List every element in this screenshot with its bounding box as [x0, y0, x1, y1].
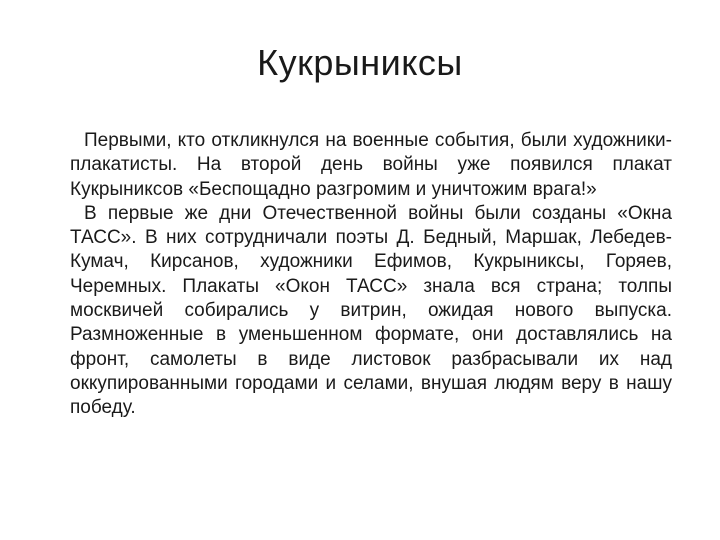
- slide-title: Кукрыниксы: [257, 42, 463, 83]
- slide-body: [70, 129, 672, 421]
- paragraph-1: Первыми, кто откликнулся на военные события, были художники-плакатисты. На второй день войны уже появился плакат Кукрыниксов «Беспощадно разгромим и уничтожим врага!»: [70, 130, 672, 200]
- paragraph-2: В первые же дни Отечественной войны были созданы «Окна ТАСС». В них сотрудничали поэты Д. Бедный, Маршак, Лебедев-Кумач, Кирсанов, художники Ефимов, Кукрыниксы, Горяев, Черемных. Плакаты «Окон ТАСС» знала вся страна; толпы москвичей собирались у витрин, ожидая нового выпуска. Размноженные в уменьшенном формате, они доставлялись на фронт, самолеты в виде листовок разбрасывали их над оккупированными городами и селами, внушая людям веру в нашу победу.: [70, 202, 672, 419]
